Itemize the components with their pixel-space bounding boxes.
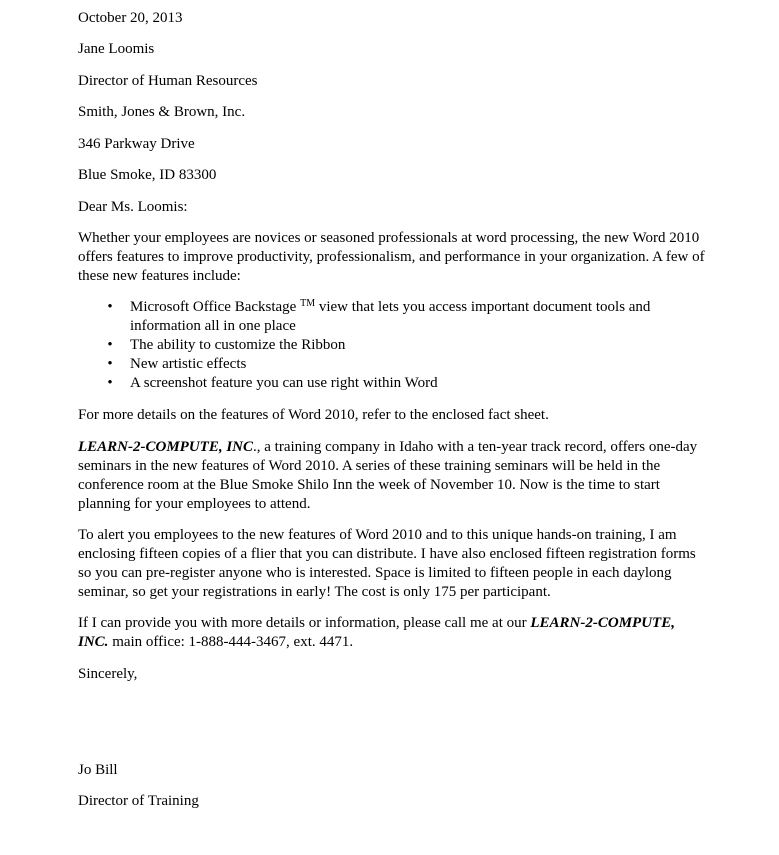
bullet-icon: • (107, 356, 113, 372)
closing: Sincerely, (78, 666, 138, 682)
feature-text: The ability to customize the Ribbon (130, 337, 346, 353)
signer-title: Director of Training (78, 793, 199, 809)
contact-paragraph (78, 614, 708, 652)
letter-date: October 20, 2013 (78, 10, 183, 26)
recipient-title: Director of Human Resources (78, 73, 258, 89)
feature-list (78, 298, 708, 393)
details-paragraph: For more details on the features of Word 2010, refer to the enclosed fact sheet. (78, 407, 549, 423)
feature-item (78, 355, 708, 374)
bullet-icon: • (107, 299, 113, 315)
contact-text-start: If I can provide you with more details or information, please call me at our (78, 615, 531, 631)
feature-text-cont: view that lets you access important document tools and information all in one place (130, 299, 651, 334)
feature-item (78, 374, 708, 393)
contact-text-end: main office: 1-888-444-3467, ext. 4471. (108, 634, 354, 650)
feature-text: Microsoft Office Backstage (130, 299, 301, 315)
letter-body (78, 9, 708, 811)
salutation: Dear Ms. Loomis: (78, 199, 188, 215)
feature-item (78, 336, 708, 355)
company-paragraph (78, 438, 708, 514)
bullet-icon: • (107, 337, 113, 353)
company-paragraph-text: ., a training company in Idaho with a ten-year track record, offers one-day seminars in the new features of Word 2010. A series of these training seminars will be held in the conference room at the Blue Smoke Shilo Inn the week of November 10. Now is the time to start planning for your employees to attend. (78, 439, 698, 512)
enclosure-paragraph: To alert you employees to the new features of Word 2010 and to this unique hands-on training, I am enclosing fifteen copies of a flier that you can distribute. I have also enclosed fifteen registration forms so you can pre-register anyone who is interested. Space is limited to fifteen people in each daylong seminar, so get your registrations in early! The cost is only 175 per participant. (78, 527, 696, 600)
feature-text: A screenshot feature you can use right within Word (130, 375, 438, 391)
bullet-icon: • (107, 375, 113, 391)
intro-paragraph: Whether your employees are novices or seasoned professionals at word processing, the new Word 2010 offers features to improve productivity, professionalism, and performance in your organization. A few of these new features include: (78, 230, 705, 284)
recipient-name: Jane Loomis (78, 41, 155, 57)
signer-name: Jo Bill (78, 762, 118, 778)
recipient-city: Blue Smoke, ID 83300 (78, 167, 217, 183)
recipient-company: Smith, Jones & Brown, Inc. (78, 104, 246, 120)
company-name: LEARN-2-COMPUTE, INC. (78, 615, 675, 650)
company-name: LEARN-2-COMPUTE, INC (78, 439, 254, 455)
recipient-street: 346 Parkway Drive (78, 136, 195, 152)
trademark-mark: TM (300, 298, 316, 309)
feature-item (78, 298, 708, 336)
feature-text: New artistic effects (130, 356, 247, 372)
